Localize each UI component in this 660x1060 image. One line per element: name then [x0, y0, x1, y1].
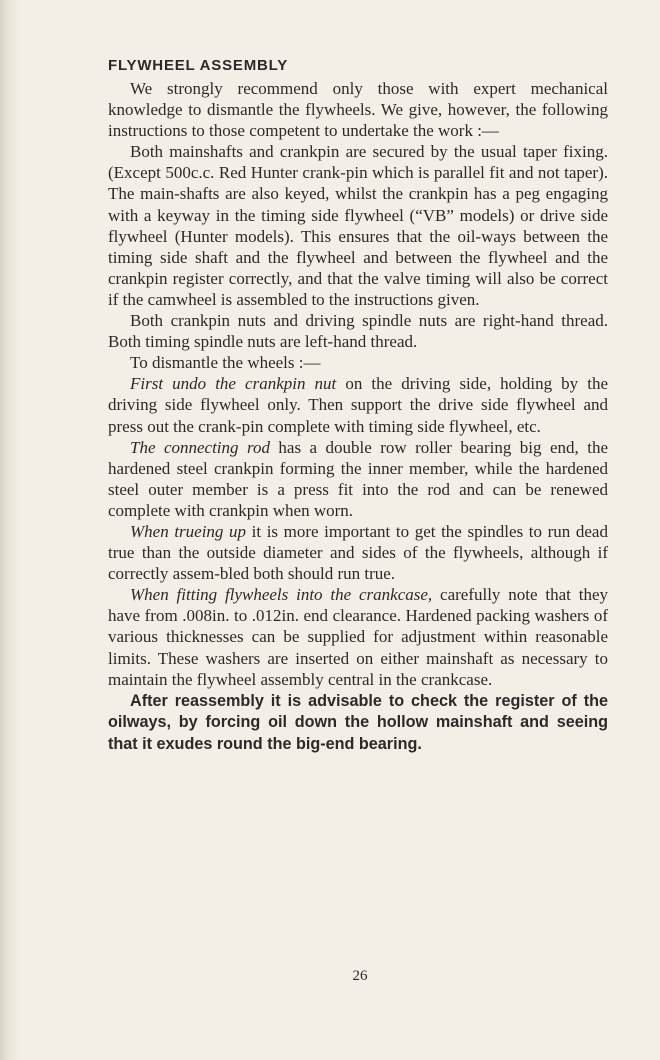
paragraph-5: First undo the crankpin nut on the driving side, holding by the driving side flywheel only. Then support the drive side flywheel and press out the crank-pin complete with timing side flywheel, etc. — [108, 374, 609, 436]
paragraph-1: We strongly recommend only those with expert mechanical knowledge to dismantle the flywheels. We give, however, the following instructions to those competent to undertake the work :— — [108, 79, 608, 141]
paragraph-6: The connecting rod has a double row roller bearing big end, the hardened steel crankpin forming the inner member, while the hardened steel outer member is a press fit into the rod and can be renewed complete with crankpin when worn. — [108, 437, 608, 520]
bold-note: After reassembly it is advisable to check the register of the oilways, by forcing oil down the hollow mainshaft and seeing that it exudes round the big-end bearing. — [108, 691, 608, 753]
paragraph-8: When fitting flywheels into the crankcase, carefully note that they have from .008in. to .012in. end clearance. Hardened packing washers of various thicknesses can be supplied for adjustment within reasonable limits. These washers are inserted on either mainshaft as necessary to maintain the flywheel assembly central in the crankcase. — [108, 585, 608, 689]
page-binding-edge — [0, 0, 22, 1060]
paragraph-2: Both mainshafts and crankpin are secured by the usual taper fixing. (Except 500c.c. Red Hunter crank-pin which is parallel fit and not taper). The main-shafts are also keyed, whilst the crankpin has a peg engaging with a keyway in the timing side flywheel (“VB” models) or drive side flywheel (Hunter models). This ensures that the oil-ways between the timing side shaft and the flywheel and between the flywheel and the crankpin register correctly, and that the valve timing will also be correct if the camwheel is assembled to the instructions given. — [108, 142, 608, 309]
paragraph-7: When trueing up it is more important to get the spindles to run dead true than the outside diameter and sides of the flywheels, although if correctly assem-bled both should run true. — [108, 521, 608, 584]
paragraph-3: Both crankpin nuts and driving spindle nuts are right-hand thread. Both timing spindle nuts are left-hand thread. — [108, 311, 608, 352]
section-heading: FLYWHEEL ASSEMBLY — [108, 57, 289, 74]
page-number: 26 — [352, 968, 368, 984]
page-body — [108, 56, 608, 755]
paragraph-4: To dismantle the wheels :— — [130, 353, 321, 373]
